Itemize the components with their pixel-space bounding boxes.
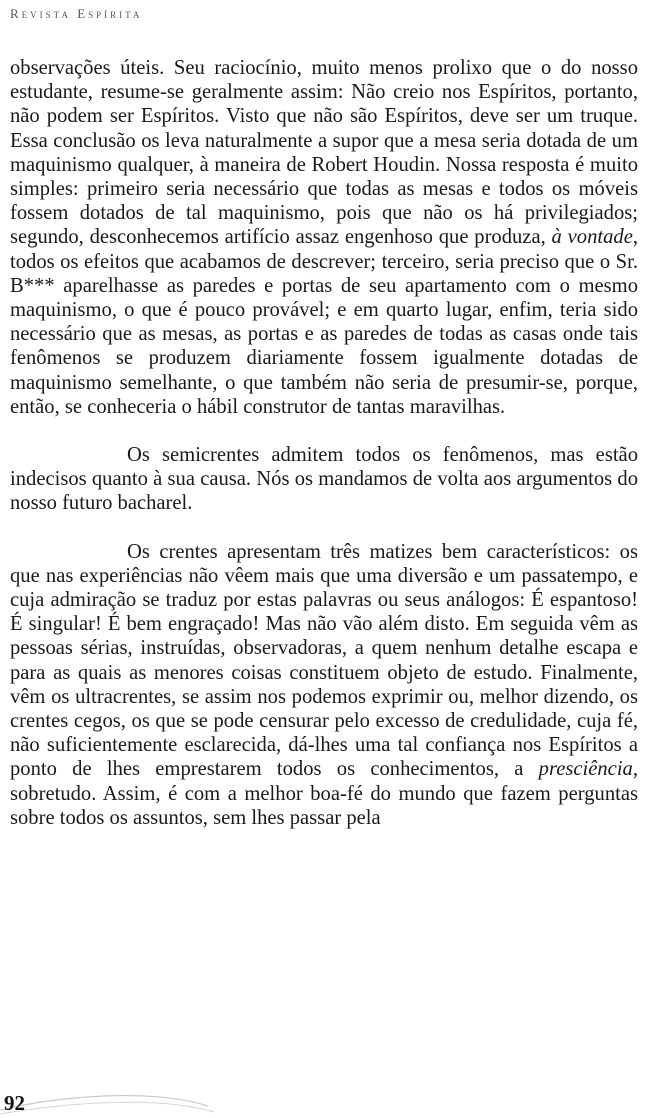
page-number: 92 (4, 1091, 25, 1115)
decorative-swoosh (0, 1078, 220, 1118)
paragraph-1-seg-1: observações úteis. Seu raciocínio, muito menos prolixo que o do nosso estudante, resume-se geralmente assim: Não creio nos Espíritos, portanto, não podem ser Espíritos. Visto que não são Espíritos, deve ser um truque. Essa conclusão os leva naturalmente a supor que a mesa seria dotada de um maquinismo qualquer, à maneira de Robert Houdin. Nossa resposta é muito simples: primeiro seria necessário que todas as mesas e todos os móveis fossem dotados de tal maquinismo, pois que não os há privilegiados; segundo, desconhecemos artifício assaz engenhoso que produza, (10, 57, 638, 249)
paragraph-1 (10, 56, 638, 419)
paragraph-2-seg-1: Os semicrentes admitem todos os fenômenos, mas estão indecisos quanto à sua causa. Nós os mandamos de volta aos argumentos do nosso futuro bacharel. (10, 444, 638, 515)
paragraph-3-italic-presciencia: presciência (538, 758, 633, 781)
paragraph-2 (10, 443, 638, 516)
paragraph-3-seg-3: , sobretudo. Assim, é com a melhor boa-fé do mundo que fazem perguntas sobre todos os assuntos, sem lhes passar pela (10, 758, 638, 829)
paragraph-3 (10, 540, 638, 830)
paragraph-1-seg-3: , todos os efeitos que acabamos de descrever; terceiro, seria preciso que o Sr. B*** aparelhasse as paredes e portas de seu apartamento com o mesmo maquinismo, o que é pouco provável; e em quarto lugar, enfim, teria sido necessário que as mesas, as portas e as paredes de todas as casas onde tais fenômenos se produzem diariamente fossem igualmente dotadas de maquinismo semelhante, o que também não seria de presumir-se, porque, então, se conheceria o hábil construtor de tantas maravilhas. (10, 226, 638, 418)
paragraph-3-seg-1: Os crentes apresentam três matizes bem característicos: os que nas experiências não vêem mais que uma diversão e um passatempo, e cuja admiração se traduz por estas palavras ou seus análogos: É espantoso! É singular! É bem engraçado! Mas não vão além disto. Em seguida vêm as pessoas sérias, instruídas, observadoras, a quem nenhum detalhe escapa e para as quais as menores coisas constituem objeto de estudo. Finalmente, vêm os ultracrentes, se assim nos podemos exprimir ou, melhor dizendo, os crentes cegos, os que se pode censurar pelo excesso de credulidade, cuja fé, não suficientemente esclarecida, dá-lhes uma tal confiança nos Espíritos a ponto de lhes emprestarem todos os conhecimentos, a (10, 540, 638, 781)
paragraph-1-italic-a-vontade: à vontade (551, 226, 633, 249)
running-head: Revista Espírita (10, 6, 143, 21)
body-text (10, 56, 638, 830)
